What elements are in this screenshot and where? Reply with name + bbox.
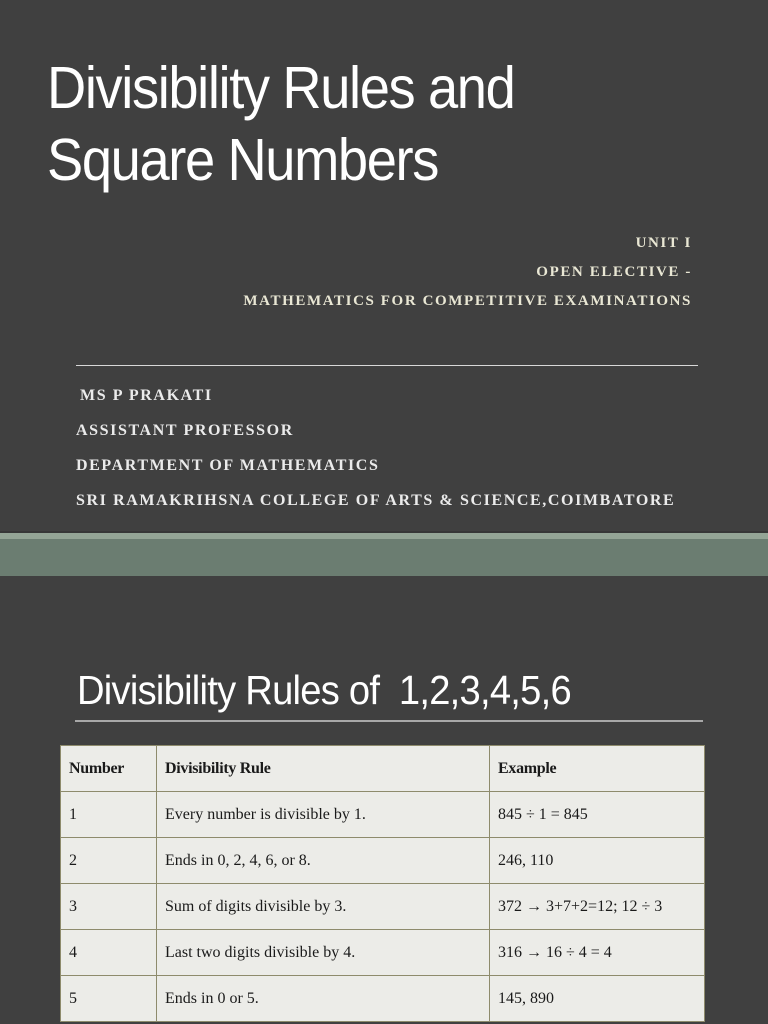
table-row [61, 838, 705, 884]
cell-rule: Ends in 0 or 5. [157, 976, 490, 1022]
cell-number: 5 [61, 976, 157, 1022]
cell-number: 4 [61, 930, 157, 976]
table-row [61, 792, 705, 838]
slide-title-line-2: Square Numbers [47, 127, 438, 193]
cell-rule: Ends in 0, 2, 4, 6, or 8. [157, 838, 490, 884]
rules-slide-title: Divisibility Rules of 1,2,3,4,5,6 [77, 667, 571, 713]
author-block [76, 378, 675, 518]
cell-number: 2 [61, 838, 157, 884]
cell-example: 145, 890 [490, 976, 705, 1022]
slide-title-line-1: Divisibility Rules and [47, 55, 515, 121]
header-rule: Divisibility Rule [157, 746, 490, 792]
unit-label: UNIT I [635, 235, 692, 251]
slide-separator-band [0, 539, 768, 576]
elective-label: OPEN ELECTIVE - [536, 264, 692, 280]
cell-example: 372 → 3+7+2=12; 12 ÷ 3 [490, 884, 705, 930]
cell-rule: Last two digits divisible by 4. [157, 930, 490, 976]
cell-example: 316 → 16 ÷ 4 = 4 [490, 930, 705, 976]
author-name: MS P PRAKATI [80, 387, 213, 404]
cell-rule: Every number is divisible by 1. [157, 792, 490, 838]
header-number: Number [61, 746, 157, 792]
slide-subtitle [243, 229, 692, 316]
author-institution: SRI RAMAKRIHSNA COLLEGE OF ARTS & SCIENCE,COIMBATORE [76, 492, 676, 509]
title-underline [75, 720, 703, 722]
table-row [61, 884, 705, 930]
table-header-row [61, 746, 705, 792]
slide-title [47, 52, 514, 196]
cell-number: 3 [61, 884, 157, 930]
table-row [61, 976, 705, 1022]
course-label: MATHEMATICS FOR COMPETITIVE EXAMINATIONS [243, 293, 692, 309]
cell-number: 1 [61, 792, 157, 838]
divider [76, 365, 698, 366]
author-department: DEPARTMENT OF MATHEMATICS [76, 457, 380, 474]
cell-example: 845 ÷ 1 = 845 [490, 792, 705, 838]
cell-rule: Sum of digits divisible by 3. [157, 884, 490, 930]
cell-example: 246, 110 [490, 838, 705, 884]
table-row [61, 930, 705, 976]
divisibility-rules-table [60, 745, 705, 1022]
header-example: Example [490, 746, 705, 792]
author-position: ASSISTANT PROFESSOR [76, 422, 294, 439]
